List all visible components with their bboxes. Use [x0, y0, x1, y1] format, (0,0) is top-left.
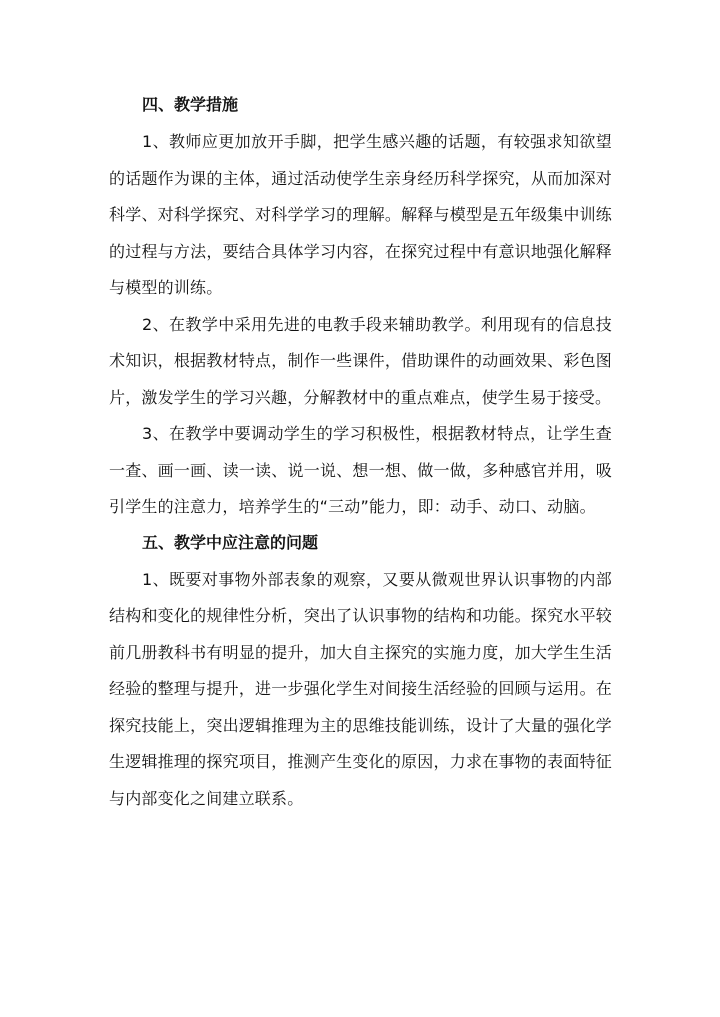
paragraph-issue-1: 1、既要对事物外部表象的观察，又要从微观世界认识事物的内部结构和变化的规律性分析，突出了认识事物的结构和功能。探究水平较前几册教科书有明显的提升，加大自主探究的实施力度，加大学生生活经验的整理与提升，进一步强化学生对间接生活经验的回顾与运用。在探究技能上，突出逻辑推理为主的思维技能训练，设计了大量的强化学生逻辑推理的探究项目，推测产生变化的原因，力求在事物的表面特征与内部变化之间建立联系。: [109, 569, 612, 808]
paragraph-measure-1: 1、教师应更加放开手脚，把学生感兴趣的话题，有较强求知欲望的话题作为课的主体，通过活动使学生亲身经历科学探究，从而加深对科学、对科学探究、对科学学习的理解。解释与模型是五年级集中训练的过程与方法，要结合具体学习内容，在探究过程中有意识地强化解释与模型的训练。: [109, 132, 612, 297]
section-heading-teaching-measures: 四、教学措施: [142, 95, 239, 114]
paragraph-measure-3: 3、在教学中要调动学生的学习积极性，根据教材特点，让学生查一查、画一画、读一读、说一说、想一想、做一做，多种感官并用，吸引学生的注意力，培养学生的“三动”能力，即：动手、动口、动脑。: [109, 424, 612, 516]
section-heading-teaching-issues: 五、教学中应注意的问题: [142, 532, 319, 552]
paragraph-measure-2: 2、在教学中采用先进的电教手段来辅助教学。利用现有的信息技术知识，根据教材特点，制作一些课件，借助课件的动画效果、彩色图片，激发学生的学习兴趣，分解教材中的重点难点，使学生易于接受。: [109, 314, 612, 407]
document-body: [109, 88, 612, 817]
